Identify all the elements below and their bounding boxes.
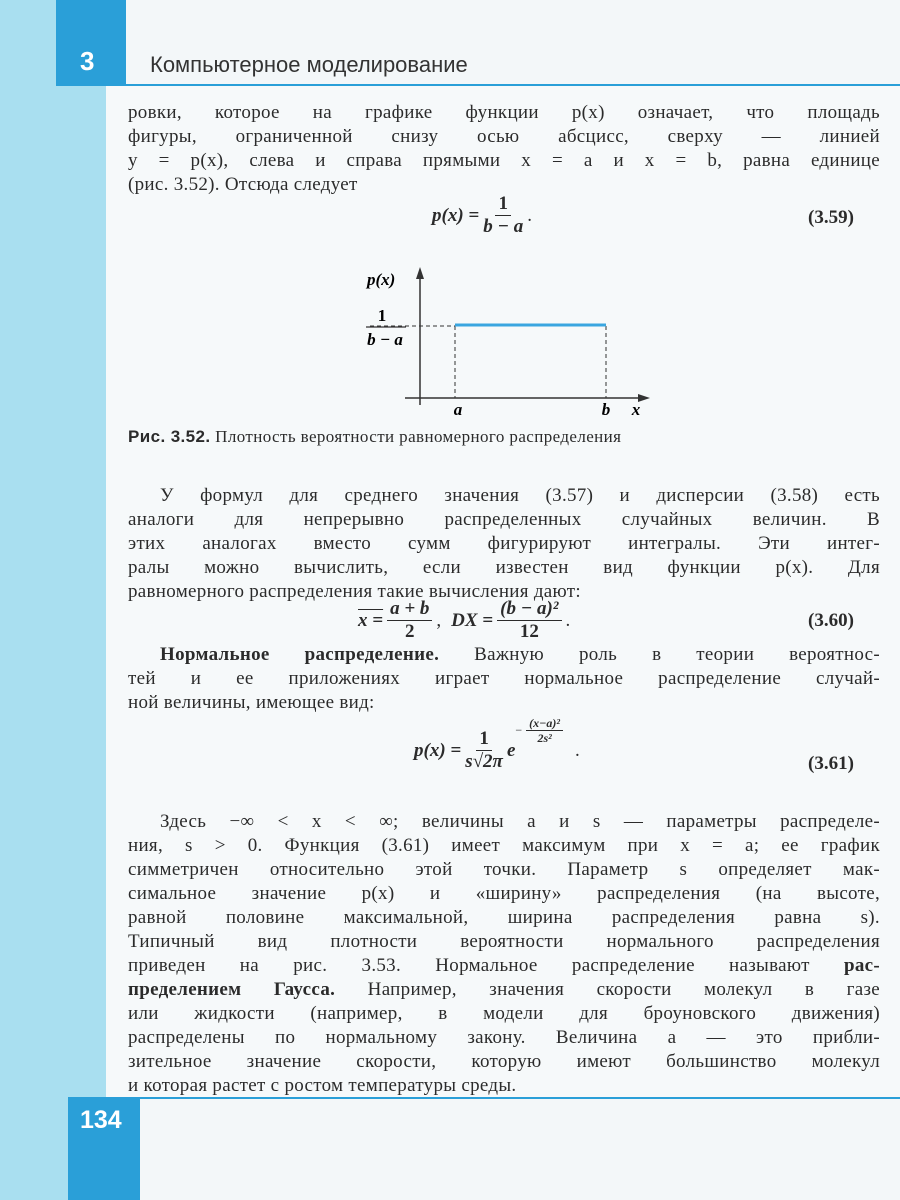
equation-3-59 [432,193,532,238]
denominator: 12 [519,621,539,642]
text-span: Например, значения скорости молекул в газе [335,979,880,1000]
text-line: симметричен относительно этой точки. Параметр s определяет мак- [128,859,880,880]
mean-symbol: x = [358,609,384,631]
text-line: тей и ее приложениях играет нормальное распределение случай- [128,668,880,689]
chapter-number: 3 [80,46,95,76]
fraction [483,193,523,238]
page-margin-strip [0,0,106,1200]
fraction [465,728,503,773]
text-line: равной половине максимальной, ширина распределения равна s). [128,907,880,928]
text-line: и которая растет с ростом температуры среды. [128,1075,517,1096]
fraction [526,716,563,745]
fraction [387,598,432,643]
equation-3-60 [358,598,570,643]
bold-term: Нормальное распределение. [160,644,440,665]
equation-3-61 [414,716,580,773]
text-span: Важную роль в теории вероятнос- [439,644,880,665]
fraction [497,598,561,643]
x-axis-label: x [631,400,641,419]
denominator: 2 [404,621,415,642]
separator: , [436,609,442,631]
text-line: равномерного распределения такие вычисления дают: [128,581,581,602]
text-line: Типичный вид плотности вероятности нормального распределения [128,931,880,952]
numerator: 1 [495,193,511,216]
caption-label: Рис. 3.52. [128,427,211,446]
numerator: 1 [476,728,492,751]
eq-tail: . [527,204,532,226]
text-line: распределены по нормальному закону. Величина a — это прибли- [128,1027,880,1048]
text-line [128,978,880,1002]
b-tick-label: b [601,400,611,419]
text-line [128,954,880,978]
eq-tail: . [565,609,571,631]
text-line: ния, s > 0. Функция (3.61) имеет максимум при x = a; ее график [128,835,880,856]
text-line: аналоги для непрерывно распределенных случайных величин. В [128,509,880,530]
caption-text: Плотность вероятности равномерного распределения [210,427,622,446]
eq-lhs: p(x) = [414,739,462,761]
numerator: (b − a)² [497,598,561,621]
text-line: зительное значение скорости, которую имеют большинство молекул [128,1051,880,1072]
equation-number: (3.59) [808,207,854,228]
text-line: ровки, которое на графике функции p(x) означает, что площадь [128,102,880,123]
eq-tail: . [575,739,580,761]
numerator: (x−a)² [526,716,563,731]
text-line: У формул для среднего значения (3.57) и дисперсии (3.58) есть [160,485,880,506]
text-line: y = p(x), слева и справа прямыми x = a и x = b, равна единице [128,150,880,171]
exp-base: e [506,739,516,761]
equation-number: (3.61) [808,753,854,774]
figure-caption [128,427,621,447]
equation-number: (3.60) [808,610,854,631]
text-line: симальное значение p(x) и «ширину» распределения (на высоте, [128,883,880,904]
variance-symbol: DX = [451,609,494,631]
page-number: 134 [80,1106,122,1134]
chapter-title: Компьютерное моделирование [150,52,468,77]
text-line: или жидкости (например, в модели для броуновского движения) [128,1003,880,1024]
text-line: Здесь −∞ < x < ∞; величины a и s — параметры распределе- [160,811,880,832]
y-axis-label: p(x) [367,270,396,289]
bold-term: пределением Гаусса. [128,979,336,1000]
exp-sign: − [515,723,523,737]
text-span: приведен на рис. 3.53. Нормальное распределение называют [128,955,844,976]
level-denominator: b − a [367,330,403,349]
numerator: a + b [387,598,432,621]
text-line: ной величины, имеющее вид: [128,692,375,713]
text-line [160,643,880,667]
exponent [515,716,567,745]
denominator: 2s² [537,731,552,745]
text-line: (рис. 3.52). Отсюда следует [128,174,358,195]
level-numerator: 1 [377,306,387,325]
uniform-density-figure [340,255,660,425]
a-tick-label: a [453,400,463,419]
text-line: этих аналогах вместо сумм фигурируют интегралы. Эти интег- [128,533,880,554]
y-axis-arrow [416,267,424,279]
header-rule [126,84,900,86]
denominator: s√2π [465,751,503,772]
eq-lhs: p(x) = [432,204,480,226]
denominator: b − a [483,216,524,237]
text-line: фигуры, ограниченной снизу осью абсцисс, сверху — линией [128,126,880,147]
footer-rule [140,1097,900,1099]
bold-term: рас- [843,955,880,976]
text-line: ралы можно вычислить, если известен вид функции p(x). Для [128,557,880,578]
